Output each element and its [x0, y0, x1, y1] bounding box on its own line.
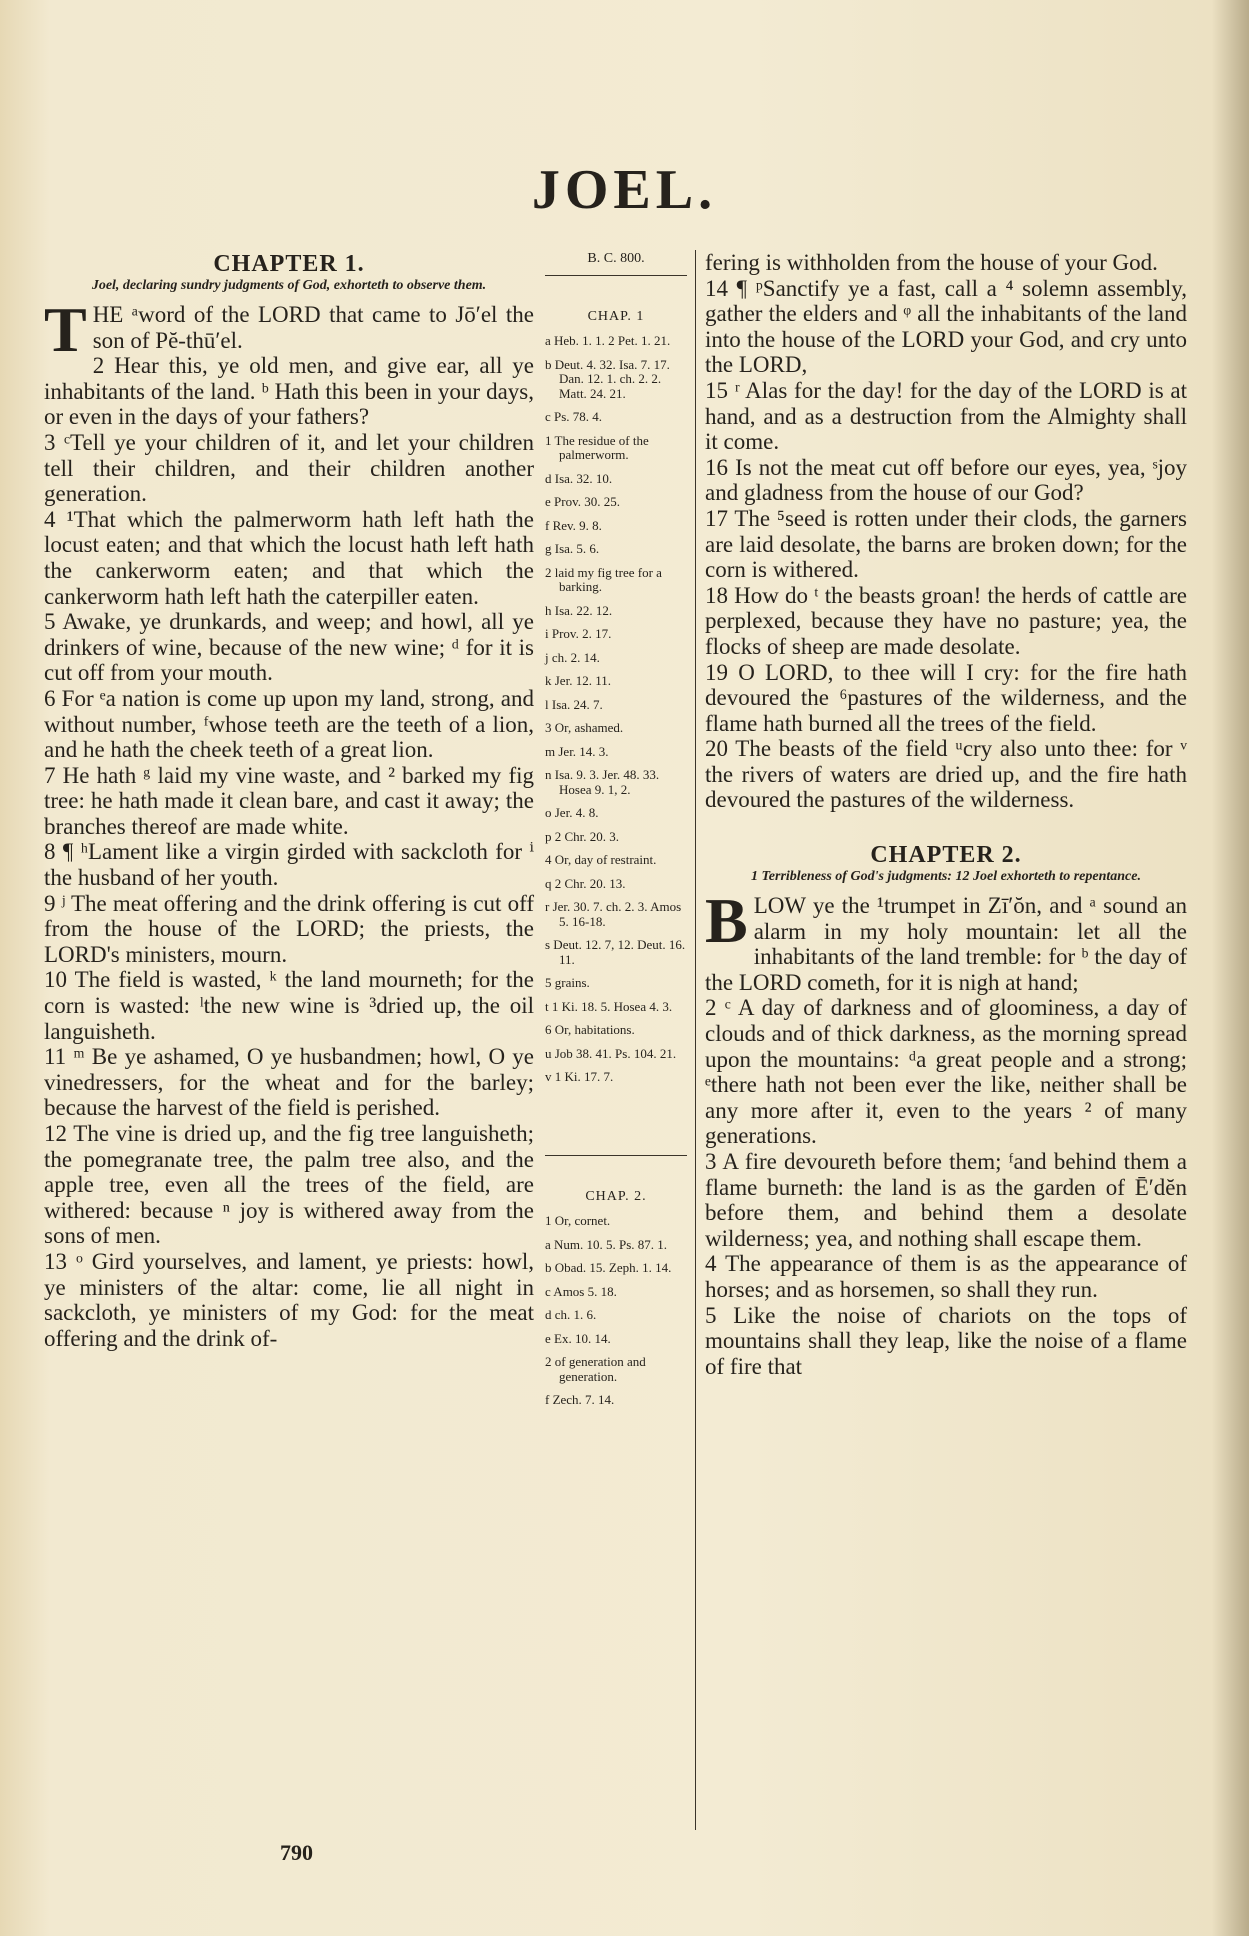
verse-2-5: 5 Like the noise of chariots on the tops of mountains shall they leap, like the noise of a flame of fire that	[705, 1302, 1187, 1379]
cross-reference: f Zech. 7. 14.	[545, 1392, 615, 1407]
verse-1-10: 10 The field is wasted, ᵏ the land mourneth; for the corn is wasted: ˡthe new wine is ³dried up, the oil languisheth.	[44, 967, 534, 1044]
cross-reference: b Obad. 15. Zeph. 1. 14.	[545, 1260, 672, 1275]
verse-1-12: 12 The vine is dried up, and the fig tree languisheth; the pomegranate tree, the palm tree also, and the apple tree, even all the trees of the field, are withered: because ⁿ joy is withered away from the sons of men.	[44, 1121, 534, 1249]
verse-1-7: 7 He hath ᵍ laid my vine waste, and ² barked my fig tree: he hath made it clean bare, and cast it away; the branches thereof are made white.	[44, 762, 534, 839]
verse-2-1	[705, 885, 1187, 995]
verse-2-2: 2 ᶜ A day of darkness and of gloominess, a day of clouds and of thick darkness, as the morning spread upon the mountains: ᵈa great people and a strong; ᵉthere hath not been ever the like, neither shall be any more after it, even to the years ² of many generations.	[705, 995, 1187, 1149]
verse-1-1	[44, 294, 534, 365]
cross-reference: c Amos 5. 18.	[545, 1283, 617, 1299]
verse-1-15: 15 ʳ Alas for the day! for the day of the LORD is at hand, and as a destruction from the Almighty shall it come.	[705, 377, 1187, 455]
cross-reference: c Ps. 78. 4.	[545, 409, 603, 424]
page-number: 790	[280, 1840, 313, 1865]
cross-reference: 1 The residue of the palmerworm.	[545, 432, 649, 462]
verse-1-17: 17 The ⁵seed is rotten under their clods, the garners are laid desolate, the barns are broken down; for the corn is withered.	[705, 505, 1187, 583]
chapter-1-summary: Joel, declaring sundry judgments of God, exhorteth to observe them.	[91, 278, 487, 293]
right-column	[705, 250, 1187, 1379]
verse-2-4: 4 The appearance of them is as the appearance of horses; and as horsemen, so shall they run.	[705, 1251, 1187, 1302]
cross-reference: j ch. 2. 14.	[545, 649, 600, 665]
bc-date: B. C. 800.	[587, 251, 645, 266]
chapter-2-summary: 1 Terribleness of God's judgments: 12 Joel exhorteth to repentance.	[751, 869, 1141, 885]
verse-1-18: 18 How do ᵗ the beasts groan! the herds of cattle are perplexed, because they have no pasture; yea, the flocks of sheep are made desolate.	[705, 582, 1187, 659]
chap-2-ref-list	[545, 1214, 687, 1408]
cross-reference: n Isa. 9. 3. Jer. 48. 33. Hosea 9. 1, 2.	[545, 767, 660, 797]
cross-reference: d ch. 1. 6.	[545, 1307, 597, 1322]
cross-reference: 2 of generation and generation.	[545, 1354, 646, 1384]
chapter-gap	[705, 813, 1187, 841]
cross-reference: m Jer. 14. 3.	[545, 743, 609, 759]
verse-1-2: 2 Hear this, ye old men, and give ear, all ye inhabitants of the land. ᵇ Hath this been in your days, or even in the days of your fathers?	[44, 353, 534, 430]
margin-chap-2-label: CHAP. 2.	[585, 1188, 647, 1204]
cross-reference: f Rev. 9. 8.	[545, 517, 602, 533]
verse-1-8: 8 ¶ ʰLament like a virgin girded with sackcloth for ⁱ the husband of her youth.	[44, 839, 534, 891]
cross-reference: t 1 Ki. 18. 5. Hosea 4. 3.	[545, 998, 673, 1014]
cross-reference: h Isa. 22. 12.	[545, 602, 613, 618]
verse-1-13-cont: fering is withholden from the house of your God.	[705, 250, 1158, 275]
cross-reference: 2 laid my fig tree for a barking.	[545, 564, 662, 594]
cross-reference: r Jer. 30. 7. ch. 2. 3. Amos 5. 16-18.	[545, 899, 682, 929]
cross-reference: 6 Or, habitations.	[545, 1022, 635, 1037]
cross-reference: 1 Or, cornet.	[545, 1213, 611, 1228]
cross-reference: b Deut. 4. 32. Isa. 7. 17. Dan. 12. 1. ch. 2. 2. Matt. 24. 21.	[545, 356, 670, 401]
verse-text: LOW ye the ¹trumpet in Zī′ŏn, and ᵃ sound an alarm in my holy mountain: let all the inhabitants of the land tremble: for ᵇ the day of the LORD cometh, for it is nigh at hand;	[705, 893, 1187, 995]
cross-reference: q 2 Chr. 20. 13.	[545, 875, 626, 891]
cross-reference: e Ex. 10. 14.	[545, 1330, 611, 1346]
verse-1-6: 6 For ᵉa nation is come up upon my land, strong, and without number, ᶠwhose teeth are the teeth of a lion, and he hath the cheek teeth of a great lion.	[44, 685, 534, 763]
dropcap-b: B	[705, 885, 748, 957]
chapter-1-heading: CHAPTER 1.	[213, 251, 365, 277]
column-divider	[695, 250, 696, 1830]
margin-rule	[545, 1155, 687, 1156]
cross-reference: a Num. 10. 5. Ps. 87. 1.	[545, 1236, 668, 1252]
cross-reference: u Job 38. 41. Ps. 104. 21.	[545, 1045, 677, 1061]
verse-1-14: 14 ¶ ᵖSanctify ye a fast, call a ⁴ solemn assembly, gather the elders and ᵠ all the inhabitants of the land into the house of the LORD your God, and cry unto the LORD,	[705, 275, 1187, 378]
cross-reference: 4 Or, day of restraint.	[545, 852, 657, 867]
cross-reference: l Isa. 24. 7.	[545, 696, 603, 712]
cross-reference: e Prov. 30. 25.	[545, 494, 620, 509]
cross-reference: d Isa. 32. 10.	[545, 470, 613, 486]
cross-reference: v 1 Ki. 17. 7.	[545, 1069, 614, 1084]
cross-reference: p 2 Chr. 20. 3.	[545, 828, 620, 844]
chap-1-ref-list	[545, 334, 687, 1085]
cross-reference: s Deut. 12. 7, 12. Deut. 16. 11.	[545, 937, 686, 967]
verse-1-4: 4 ¹That which the palmerworm hath left hath the locust eaten; and that which the locust hath left hath the cankerworm eaten; and that which the cankerworm hath left hath the caterpiller eaten.	[44, 506, 534, 609]
verse-text: HE ᵃword of the LORD that came to Jō′el the son of Pĕ-thū′el.	[92, 302, 534, 353]
verse-1-3: 3 ᶜTell ye your children of it, and let your children tell their children, and their children another generation.	[44, 429, 534, 507]
verse-1-11: 11 ᵐ Be ye ashamed, O ye husbandmen; howl, O ye vinedressers, for the wheat and for the barley; because the harvest of the field is perished.	[44, 1044, 534, 1121]
margin-references	[545, 252, 687, 1417]
verse-1-16: 16 Is not the meat cut off before our eyes, yea, ˢjoy and gladness from the house of our God?	[705, 454, 1187, 506]
chapter-2-heading: CHAPTER 2.	[870, 842, 1022, 869]
book-title: JOEL.	[531, 159, 718, 221]
cross-reference: g Isa. 5. 6.	[545, 541, 600, 556]
verse-1-5: 5 Awake, ye drunkards, and weep; and howl, all ye drinkers of wine, because of the new wine; ᵈ for it is cut off from your mouth.	[44, 609, 534, 686]
cross-reference: i Prov. 2. 17.	[545, 626, 612, 641]
cross-reference: 5 grains.	[545, 975, 590, 990]
cross-reference: k Jer. 12. 11.	[545, 673, 611, 688]
cross-reference: o Jer. 4. 8.	[545, 805, 599, 820]
verse-1-13: 13 ᵒ Gird yourselves, and lament, ye priests: howl, ye ministers of the altar: come, lie all night in sackcloth, ye ministers of my God: for the meat offering and the drink of-	[44, 1248, 534, 1351]
cross-reference: a Heb. 1. 1. 2 Pet. 1. 21.	[545, 333, 671, 348]
verse-2-3: 3 A fire devoureth before them; ᶠand behind them a flame burneth: the land is as the garden of Ē′dĕn before them, and behind them a desolate wilderness; yea, and nothing shall escape them.	[705, 1149, 1187, 1251]
verse-1-20: 20 The beasts of the field ᵘcry also unto thee: for ᵛ the rivers of waters are dried up, and the fire hath devoured the pastures of the wilderness.	[705, 736, 1187, 813]
left-column	[44, 250, 534, 1351]
cross-reference: 3 Or, ashamed.	[545, 720, 624, 735]
margin-rule	[545, 275, 687, 276]
margin-chap-1-label: CHAP. 1	[587, 308, 645, 324]
verse-1-9: 9 ʲ The meat offering and the drink offering is cut off from the house of the LORD; the priests, the LORD's ministers, mourn.	[44, 890, 534, 967]
dropcap-t: T	[44, 294, 87, 365]
verse-1-19: 19 O LORD, to thee will I cry: for the fire hath devoured the ⁶pastures of the wilderness, and the flame hath burned all the trees of the field.	[705, 659, 1187, 736]
